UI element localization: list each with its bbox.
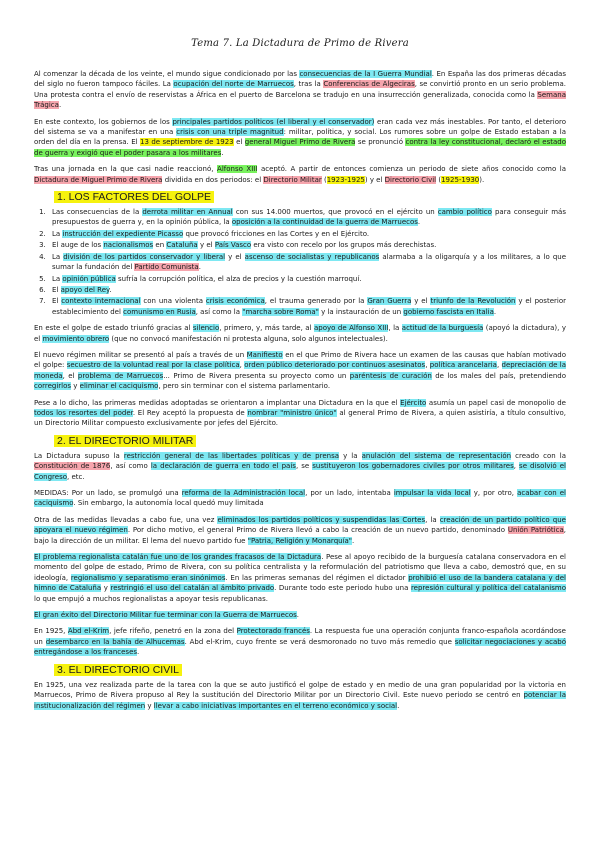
factores-paragraph-1: En este el golpe de estado triunfó gracias al silencio, primero, y, más tarde, al apoyo de Alfonso XIII, la actitud de la burguesía (apoyó la dictadura), y el movimiento obrero (que no convocó manifestación ni protesta alguna, solo algunos intelectuales). <box>34 324 566 343</box>
highlighted-text: todos los resortes del poder <box>34 408 133 417</box>
highlighted-text: opinión pública <box>62 274 116 283</box>
highlighted-text: Cataluña <box>166 241 198 250</box>
highlighted-text: depreciación de la moneda <box>34 361 567 380</box>
section-heading-directorio-militar <box>54 435 566 447</box>
highlighted-text: El problema regionalista catalán fue uno de los grandes fracasos de la Dictadura <box>34 553 322 562</box>
highlighted-text: división de los partidos conservador y liberal <box>63 252 226 261</box>
highlighted-text: corregirlos <box>34 382 72 391</box>
militar-paragraph-6: En 1925, Abd el-Krim, jefe rifeño, penetró en la zona del Protectorado francés. La respuesta fue una operación conjunta franco-española acordándose un desembarco en la bahía de Alhucemas. Abd el-Krim, cuyo frente se verá desmoronado no tuvo más remedio que solicitar negociaciones y acabó entregándose a los franceses. <box>34 627 567 657</box>
highlighted-text: potenciar la institucionalización del régimen <box>34 691 566 710</box>
highlighted-text: 1923-1925 <box>326 175 365 184</box>
highlighted-text: "marcha sobre Roma" <box>242 307 319 316</box>
highlighted-text: contexto internacional <box>61 297 141 306</box>
highlighted-text: restricción general de las libertades políticas y de prensa <box>123 451 340 460</box>
intro-paragraph-1: Al comenzar la década de los veinte, el mundo sigue condicionado por las consecuencias de la I Guerra Mundial. En España las dos primeras décadas del siglo no fueron tampoco fáciles. La ocupación del norte de Marruecos, tras la Conferencias de Algeciras, se convirtió pronto en un serio problema. Una protesta contra el envío de reservistas a África en el puerto de Barcelona se tradujo en una insurrección generalizada, conocida como la Semana Trágica. <box>34 70 566 110</box>
highlighted-text: orden público deteriorado por continuos asesinatos <box>244 361 426 370</box>
highlighted-text: represión cultural y política del catalanismo <box>410 584 566 593</box>
militar-paragraph-1: La Dictadura supuso la restricción general de las libertades políticas y de prensa y la anulación del sistema de representación creado con la Constitución de 1876, así como la declaración de guerra en todo el país, se sustituyeron los gobernadores civiles por otros militares, se disolvió el Congreso, etc. <box>34 451 567 481</box>
highlighted-text: apoyo de Alfonso XIII <box>314 324 389 333</box>
militar-paragraph-2: MEDIDAS: Por un lado, se promulgó una reforma de la Administración local, por un lado, intentaba impulsar la vida local y, por otro, acabar con el caciquismo. Sin embargo, la autonomía local quedó muy limitada <box>34 489 566 508</box>
highlighted-text: acabar con el caciquismo <box>34 489 566 508</box>
section-heading-factores <box>54 191 566 203</box>
highlighted-text: creación de un partido político que apoyara el nuevo régimen <box>34 515 566 535</box>
highlighted-text: impulsar la vida local <box>393 489 471 497</box>
highlighted-text: Semana Trágica <box>34 90 566 110</box>
factores-list <box>34 207 566 317</box>
highlighted-text: prohibió el uso de la bandera catalana y del himno de Cataluña <box>34 573 566 593</box>
militar-paragraph-3: Otra de las medidas llevadas a cabo fue, una vez eliminados los partidos políticos y suspendidas las Cortes, la creación de un partido político que apoyara el nuevo régimen. Por dicho motivo, el general Primo de Rivera llevó a cabo la creación de un nuevo partido, denominado Unión Patriótica, bajo la dirección de un militar. El lema del nuevo partido fue "Patria, Religión y Monarquía". <box>34 515 566 545</box>
highlighted-text: comunismo en Rusia <box>123 307 196 316</box>
highlighted-text: Unión Patriótica <box>507 526 564 535</box>
militar-paragraph-4: El problema regionalista catalán fue uno de los grandes fracasos de la Dictadura. Pese al apoyo recibido de la burguesía catalana conservadora en el momento del golpe de estado, Primo de Rivera, con su política centralista y la reformulación del patriotismo que lleva a cabo, demostró que, en su ideología, regionalismo y separatismo eran sinónimos. En las primeras semanas del régimen el dictador prohibió el uso de la bandera catalana y del himno de Cataluña y restringió el uso del catalán al ámbito privado. Durante todo este periodo hubo una represión cultural y política del catalanismo lo que empujó a muchos regionalistas a apoyar tesis republicanas. <box>34 553 566 603</box>
highlighted-text: triunfo de la Revolución <box>430 297 516 306</box>
highlighted-text: principales partidos políticos (el liberal y el conservador) <box>172 117 375 126</box>
highlighted-text: crisis económica <box>205 297 265 306</box>
page-title: Tema 7. La Dictadura de Primo de Rivera <box>191 38 409 49</box>
highlighted-text: paréntesis de curación <box>349 371 432 380</box>
highlighted-text: crisis con una triple magnitud <box>176 128 284 137</box>
list-item: 7. El contexto internacional con una violenta crisis económica, el trauma generado por la Gran Guerra y el triunfo de la Revolución y el posterior establecimiento del comunismo en Rusia, así como la "marcha sobre Roma" y la instauración de un gobierno fascista en Italia. <box>48 296 566 317</box>
highlighted-text: Constitución de 1876 <box>34 462 111 471</box>
highlighted-text: desembarco en la bahía de Alhucemas <box>45 637 185 646</box>
highlighted-text: contra la ley constitucional, declaró el estado de guerra y exigió que el poder pasara a los militares <box>34 138 567 157</box>
highlighted-text: cambio político <box>437 208 492 217</box>
highlighted-text: Manifiesto <box>246 350 283 359</box>
highlighted-text: Ejército <box>400 398 427 407</box>
highlighted-text: Gran Guerra <box>367 297 412 306</box>
highlighted-text: anulación del sistema de representación <box>361 451 512 460</box>
list-item: 3. El auge de los nacionalismos en Cataluña y el País Vasco era visto con recelo por los grupos más derechistas. <box>48 240 566 250</box>
highlighted-text: "Patria, Religión y Monarquía" <box>247 536 353 545</box>
highlighted-text: se disolvió el Congreso <box>34 462 567 481</box>
highlighted-text: nacionalismos <box>103 241 154 250</box>
highlighted-text: Alfonso XIII <box>217 165 258 174</box>
highlighted-text: Partido Comunista <box>134 263 199 272</box>
intro-paragraph-3: Tras una jornada en la que casi nadie reaccionó, Alfonso XIII aceptó. A partir de entonces comienza un periodo de siete años conocido como la Dictadura de Miguel Primo de Rivera dividida en dos periodos: el Directorio Militar (1923-1925) y el Directorio Civil (1925-1930). <box>34 165 567 184</box>
highlighted-text: problema de Marruecos <box>77 371 164 380</box>
highlighted-text: ascenso de socialistas y republicanos <box>244 252 380 261</box>
section-heading-directorio-civil <box>54 664 566 676</box>
highlighted-text: Protectorado francés <box>236 627 310 636</box>
highlighted-text: secuestro de la voluntad real por la clase política <box>66 361 240 370</box>
highlighted-text: general Miguel Primo de Rivera <box>244 138 356 147</box>
highlighted-text: silencio <box>192 324 220 333</box>
highlighted-text: nombrar "ministro único" <box>247 408 337 417</box>
highlighted-text: movimiento obrero <box>42 334 110 343</box>
highlighted-text: eliminados los partidos políticos y suspendidas las Cortes <box>217 515 426 524</box>
highlighted-text: Dictadura de Miguel Primo de Rivera <box>34 175 163 184</box>
highlighted-text: eliminar el caciquismo <box>79 382 159 391</box>
section-heading-text: 2. EL DIRECTORIO MILITAR <box>54 435 196 447</box>
intro-paragraph-2: En este contexto, los gobiernos de los principales partidos políticos (el liberal y el conservador) eran cada vez más inestables. Por tanto, el deterioro del sistema se va a manifestar en una crisis con una triple magnitud: militar, política, y social. Los rumores sobre un golpe de Estado estaban a la orden del día en la prensa. El 13 de septiembre de 1923 el general Miguel Primo de Rivera se pronunció contra la ley constitucional, declaró el estado de guerra y exigió que el poder pasara a los militares. <box>34 117 567 157</box>
highlighted-text: 1925-1930 <box>441 175 480 184</box>
highlighted-text: El gran éxito del Directorio Militar fue terminar con la Guerra de Marruecos <box>34 611 297 620</box>
highlighted-text: instrucción del expediente Picasso <box>62 229 184 238</box>
list-item: 1. Las consecuencias de la derrota militar en Annual con sus 14.000 muertos, que provocó en el ejército un cambio político para conseguir más presupuestos de guerra y, en la opinión pública, la oposición a la continuidad de la guerra de Marruecos. <box>48 207 566 228</box>
highlighted-text: la declaración de guerra en todo el país <box>150 462 296 471</box>
highlighted-text: restringió el uso del catalán al ámbito privado <box>110 584 275 593</box>
highlighted-text: sustituyeron los gobernadores civiles por otros militares <box>312 462 514 471</box>
factores-paragraph-2: El nuevo régimen militar se presentó al país a través de un Manifiesto en el que Primo de Rivera hace un examen de las causas que habían motivado el golpe: secuestro de la voluntad real por la clase política, orden público deteriorado por continuos asesinatos, política arancelaria, depreciación de la moneda, el problema de Marruecos... Primo de Rivera presenta su proyecto como un paréntesis de curación de los males del país, pretendiendo corregirlos y eliminar el caciquismo, pero sin terminar con el sistema parlamentario. <box>34 350 567 391</box>
highlighted-text: 13 de septiembre de 1923 <box>140 138 234 147</box>
list-item: 4. La división de los partidos conservador y liberal y el ascenso de socialistas y republicanos alarmaba a la oligarquía y a los militares, a lo que sumar la fundación del Partido Comunista. <box>48 252 566 273</box>
section-heading-text: 3. EL DIRECTORIO CIVIL <box>54 664 182 676</box>
highlighted-text: oposición a la continuidad de la guerra de Marruecos <box>231 218 418 227</box>
highlighted-text: regionalismo y separatismo eran sinónimos <box>70 573 226 582</box>
militar-paragraph-5: El gran éxito del Directorio Militar fue terminar con la Guerra de Marruecos. <box>34 611 299 620</box>
highlighted-text: política arancelaria <box>429 361 497 370</box>
highlighted-text: actitud de la burguesía <box>401 324 484 333</box>
list-item: 2. La instrucción del expediente Picasso que provocó fricciones en las Cortes y en el Ejército. <box>48 229 566 239</box>
highlighted-text: gobierno fascista en Italia <box>403 307 494 316</box>
civil-paragraph-1: En 1925, una vez realizada parte de la tarea con la que se auto justificó el golpe de estado y en medio de una gran popularidad por la victoria en Marruecos, Primo de Rivera propuso al Rey la sustitución del Directorio Militar por un Directorio Civil. Este nuevo periodo se centró en potenciar la institucionalización del régimen y llevar a cabo iniciativas importantes en el terreno económico y social. <box>34 680 566 710</box>
highlighted-text: reforma de la Administración local <box>181 489 306 497</box>
highlighted-text: llevar a cabo iniciativas importantes en el terreno económico y social <box>153 701 398 710</box>
factores-paragraph-3: Pese a lo dicho, las primeras medidas adoptadas se orientaron a implantar una Dictadura en la que el Ejército asumía un papel casi de monopolio de todos los resortes del poder. El Rey aceptó la propuesta de nombrar "ministro único" al general Primo de Rivera, a quien asistiría, a título consultivo, un Directorio Militar compuesto exclusivamente por jefes del Ejército. <box>34 398 566 428</box>
list-item: 6. El apoyo del Rey. <box>48 285 566 295</box>
highlighted-text: derrota militar en Annual <box>142 208 233 217</box>
highlighted-text: País Vasco <box>214 241 252 250</box>
highlighted-text: solicitar negociaciones y acabó entregándose a los franceses <box>34 637 567 657</box>
section-heading-text: 1. LOS FACTORES DEL GOLPE <box>54 191 214 203</box>
highlighted-text: Directorio Civil <box>384 175 437 184</box>
highlighted-text: Conferencias de Algeciras <box>323 80 415 89</box>
highlighted-text: ocupación del norte de Marruecos <box>173 80 294 89</box>
highlighted-text: apoyo del Rey <box>60 285 110 294</box>
highlighted-text: Directorio Militar <box>263 175 322 184</box>
highlighted-text: Abd el-Krim <box>67 627 110 636</box>
highlighted-text: consecuencias de la I Guerra Mundial <box>299 70 432 78</box>
list-item: 5. La opinión pública sufría la corrupción política, el alza de precios y la cuestión marroquí. <box>48 274 566 284</box>
